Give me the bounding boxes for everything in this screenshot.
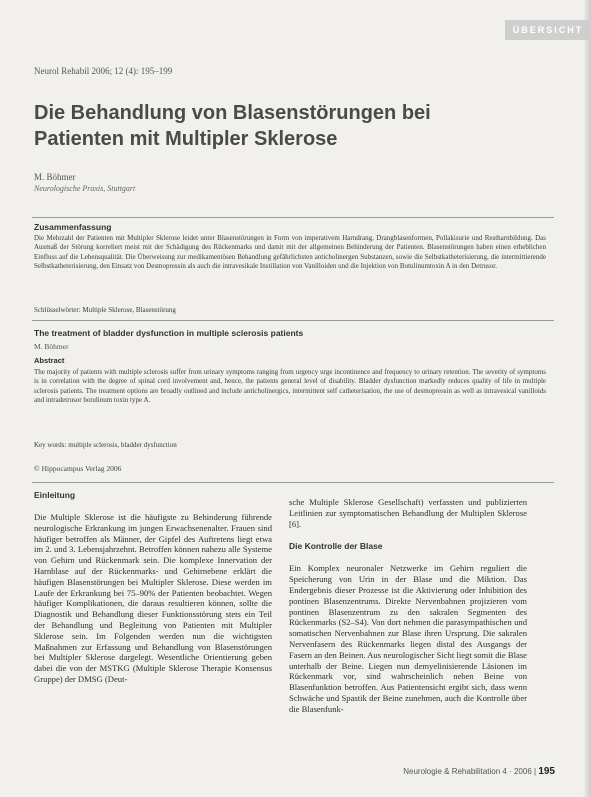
copyright: © Hippocampus Verlag 2006 bbox=[34, 464, 122, 473]
page-edge-shadow bbox=[583, 0, 591, 797]
section-heading-bladder-control: Die Kontrolle der Blase bbox=[289, 541, 383, 552]
abstract-en-heading: Abstract bbox=[34, 356, 65, 365]
abstract-de-text: Die Mehrzahl der Patienten mit Multipler Sklerose leidet unter Blasenstörungen in Form von imperativem Harndrang, Drangblasenformen, Pollakisurie und Restharnbildung. Das Ausmaß der Störung korreliert meist mit der Schädigung des Rückenmarks und damit mit der allgemeinen Behinderung der Patienten. Blasenstörungen haben einen erheblichen Einfluss auf die Lebensqualität. Die Überweisung zur medikamentösen Behandlung gefährlichsten anticholinergen Substanzen, sowie die Selbstkatheterisierung, die intermittierende Selbstkatheterisierung, den Einsatz von Desmopressin als auch die intravesikale Instillation von Vanilloiden und die Injektion von Botulinumtoxin A in den Detrusor. bbox=[34, 234, 546, 271]
page-footer bbox=[403, 766, 555, 777]
column-continuation-text: sche Multiple Sklerose Gesellschaft) verfassten und publizierten Leitlinien zur symptomatischen Behandlung der Multiplen Sklerose [6]. bbox=[289, 497, 527, 529]
footer-journal: Neurologie & Rehabilitation 4 · 2006 bbox=[403, 767, 532, 776]
introduction-text: Die Multiple Sklerose ist die häufigste zu Behinderung führende neurologische Erkrankung im jungen Erwachsenenalter. Frauen sind häufiger betroffen als Männer, der Gipfel des Auftretens liegt etwa im 2. und 3. Lebensjahrzehnt. Betroffen können nahezu alle Systeme von Gehirn und Rückenmark sein. Die komplexe Innervation der Harnblase auf der Rückenmarks- und Gehirnebene erklärt die häufigen Blasenstörungen bei Multipler Sklerose. Diese werden im Laufe der Erkrankung bei 75–90% der Patienten beobachtet. Wegen häufiger Komplikationen, die daraus resultieren können, sollte die Diagnostik und Behandlung dieser Funktionsstörung stets ein Teil der Behandlung und Begleitung von Patienten mit Multipler Sklerose sein. Im Folgenden werden nun die wichtigsten Maßnahmen zur Erfassung und Behandlung von Blasenstörungen bei Multipler Sklerose dargelegt. Wesentliche Orientierung geben dabei die von der MSTKG (Multiple Sklerose Therapie Konsensus Gruppe) der DMSG (Deut- bbox=[34, 512, 272, 684]
keywords-de: Schlüsselwörter: Multiple Sklerose, Blasenstörung bbox=[34, 306, 176, 314]
body-column-left bbox=[34, 490, 272, 685]
citation: Neurol Rehabil 2006; 12 (4): 195–199 bbox=[34, 66, 173, 76]
affiliation: Neurologische Praxis, Stuttgart bbox=[34, 184, 136, 193]
divider-body bbox=[32, 482, 554, 483]
article-title: Die Behandlung von Blasenstörungen bei Patienten mit Multipler Sklerose bbox=[34, 102, 431, 150]
divider-top bbox=[32, 217, 554, 218]
body-column-right bbox=[289, 497, 527, 715]
bladder-control-text: Ein Komplex neuronaler Netzwerke im Gehirn reguliert die Speicherung von Urin in der Blase und die Miktion. Das Endergebnis dieser Prozesse ist die Aktivierung oder Inhibition des pontinen Blasenzentrums. Direkte Nervenbahnen projizieren vom pontinen Blasenzentrum zu den sakralen Segmenten des Rückenmarks (S2–S4). Von dort nehmen die parasympathischen und somatischen Nervenbahnen zur Blase ihren Ursprung. Die sakralen Nervenfasern des Rückenmarks liegen distal des Ausgangs der Fasern an den Beinen. Aus neurologischer Sicht liegt somit die Blase unterhalb der Beine. Liegen nun demyelinisierende Läsionen im Rückenmark vor, sind wahrscheinlich neben Beine von Blasenfunktion betroffen. Aus Patientensicht ergibt sich, dass wenn Schwäche und Spastik der Beine zunehmen, auch die Kontrolle über die Blasenfunk- bbox=[289, 563, 527, 714]
abstract-de-heading: Zusammenfassung bbox=[34, 222, 112, 232]
page-number: 195 bbox=[538, 766, 555, 777]
section-tag: ÜBERSICHT bbox=[505, 20, 591, 40]
author: M. Böhmer bbox=[34, 172, 76, 182]
abstract-en-text: The majority of patients with multiple sclerosis suffer from urinary symptoms ranging from urgency urge incontinence and frequency to urinary retention. The severity of symptoms is in correlation with the degree of spinal cord involvement and, hence, the patients general level of disability. Bladder dysfunction markedly reduces quality of life in multiple sclerosis patients. The treatment options are broadly outlined and include anticholinergics, intermittent self catheterisation, the use of desmopressin as well as intravesical vanilloids and intradetrusor botulinum toxin type A. bbox=[34, 368, 546, 405]
footer-separator: | bbox=[534, 767, 537, 776]
abstract-en-title: The treatment of bladder dysfunction in multiple sclerosis patients bbox=[34, 328, 304, 338]
section-heading-introduction: Einleitung bbox=[34, 490, 76, 500]
abstract-en-author: M. Böhmer bbox=[34, 342, 69, 351]
divider-mid bbox=[32, 320, 554, 321]
keywords-en: Key words: multiple sclerosis, bladder dysfunction bbox=[34, 441, 177, 449]
